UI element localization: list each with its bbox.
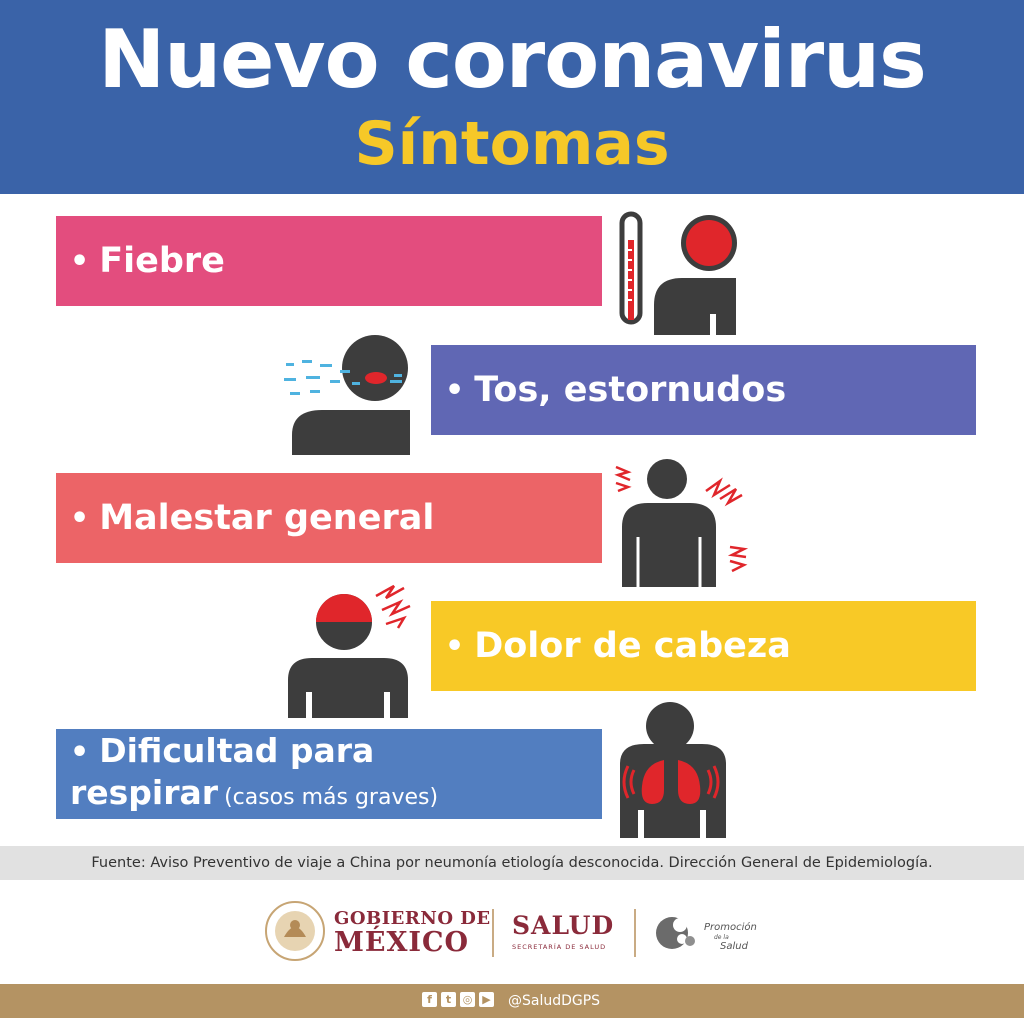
promocion-salud-icon (654, 913, 700, 953)
symptom-label: Tos, estornudos (474, 370, 787, 410)
logo-strip (0, 895, 1024, 975)
symptom-label: Malestar general (99, 498, 435, 538)
symptom-bar-breathing (56, 729, 602, 819)
source-citation: Fuente: Aviso Preventivo de viaje a China por neumonía etiología desconocida. Dirección General de Epidemiología. (0, 846, 1024, 880)
symptom-bar-malaise (56, 473, 602, 563)
youtube-icon[interactable]: ▶ (479, 992, 494, 1007)
symptom-label: Dificultad para (99, 730, 375, 770)
footer-bar (0, 984, 1024, 1018)
symptom-bar-fever (56, 216, 602, 306)
gobierno-de-mexico-logo (334, 908, 491, 958)
page-subtitle: Síntomas (354, 109, 670, 179)
page-title: Nuevo coronavirus (98, 13, 926, 106)
gobierno-line2: MÉXICO (334, 927, 470, 958)
social-handle[interactable]: @SaludDGPS (508, 993, 601, 1009)
promocion-line3: Salud (720, 941, 748, 952)
bullet: • (445, 372, 465, 408)
symptom-label-group (70, 731, 438, 818)
symptom-label: Fiebre (99, 241, 225, 281)
symptom-label-line1 (70, 731, 438, 773)
facebook-icon[interactable]: f (422, 992, 437, 1007)
bullet: • (445, 628, 465, 664)
symptom-label: Dolor de cabeza (474, 626, 791, 666)
headache-icon (280, 580, 420, 718)
body-ache-icon (610, 455, 760, 587)
bullet: • (70, 243, 90, 279)
social-icons (422, 992, 494, 1007)
bullet: • (70, 500, 90, 536)
gobierno-line1: GOBIERNO DE (334, 908, 491, 929)
instagram-icon[interactable]: ◎ (460, 992, 475, 1007)
logo-divider (634, 909, 636, 957)
promocion-line2: de la (714, 934, 729, 941)
bullet: • (70, 734, 90, 770)
fever-thermometer-icon (610, 210, 740, 335)
symptom-bar-headache (431, 601, 976, 691)
promocion-salud-logo (704, 922, 757, 953)
symptom-note: (casos más graves) (224, 784, 439, 810)
symptom-label-line2 (70, 773, 438, 818)
salud-subtitle: SECRETARÍA DE SALUD (512, 943, 607, 951)
sneeze-icon (280, 330, 415, 455)
national-seal-icon (264, 897, 326, 965)
logo-divider (492, 909, 494, 957)
twitter-icon[interactable]: t (441, 992, 456, 1007)
header-banner (0, 0, 1024, 194)
salud-logo: SALUD (512, 911, 615, 940)
symptom-label: respirar (70, 772, 219, 812)
promocion-line1: Promoción (704, 922, 757, 933)
lungs-icon (614, 700, 739, 838)
symptom-bar-cough (431, 345, 976, 435)
